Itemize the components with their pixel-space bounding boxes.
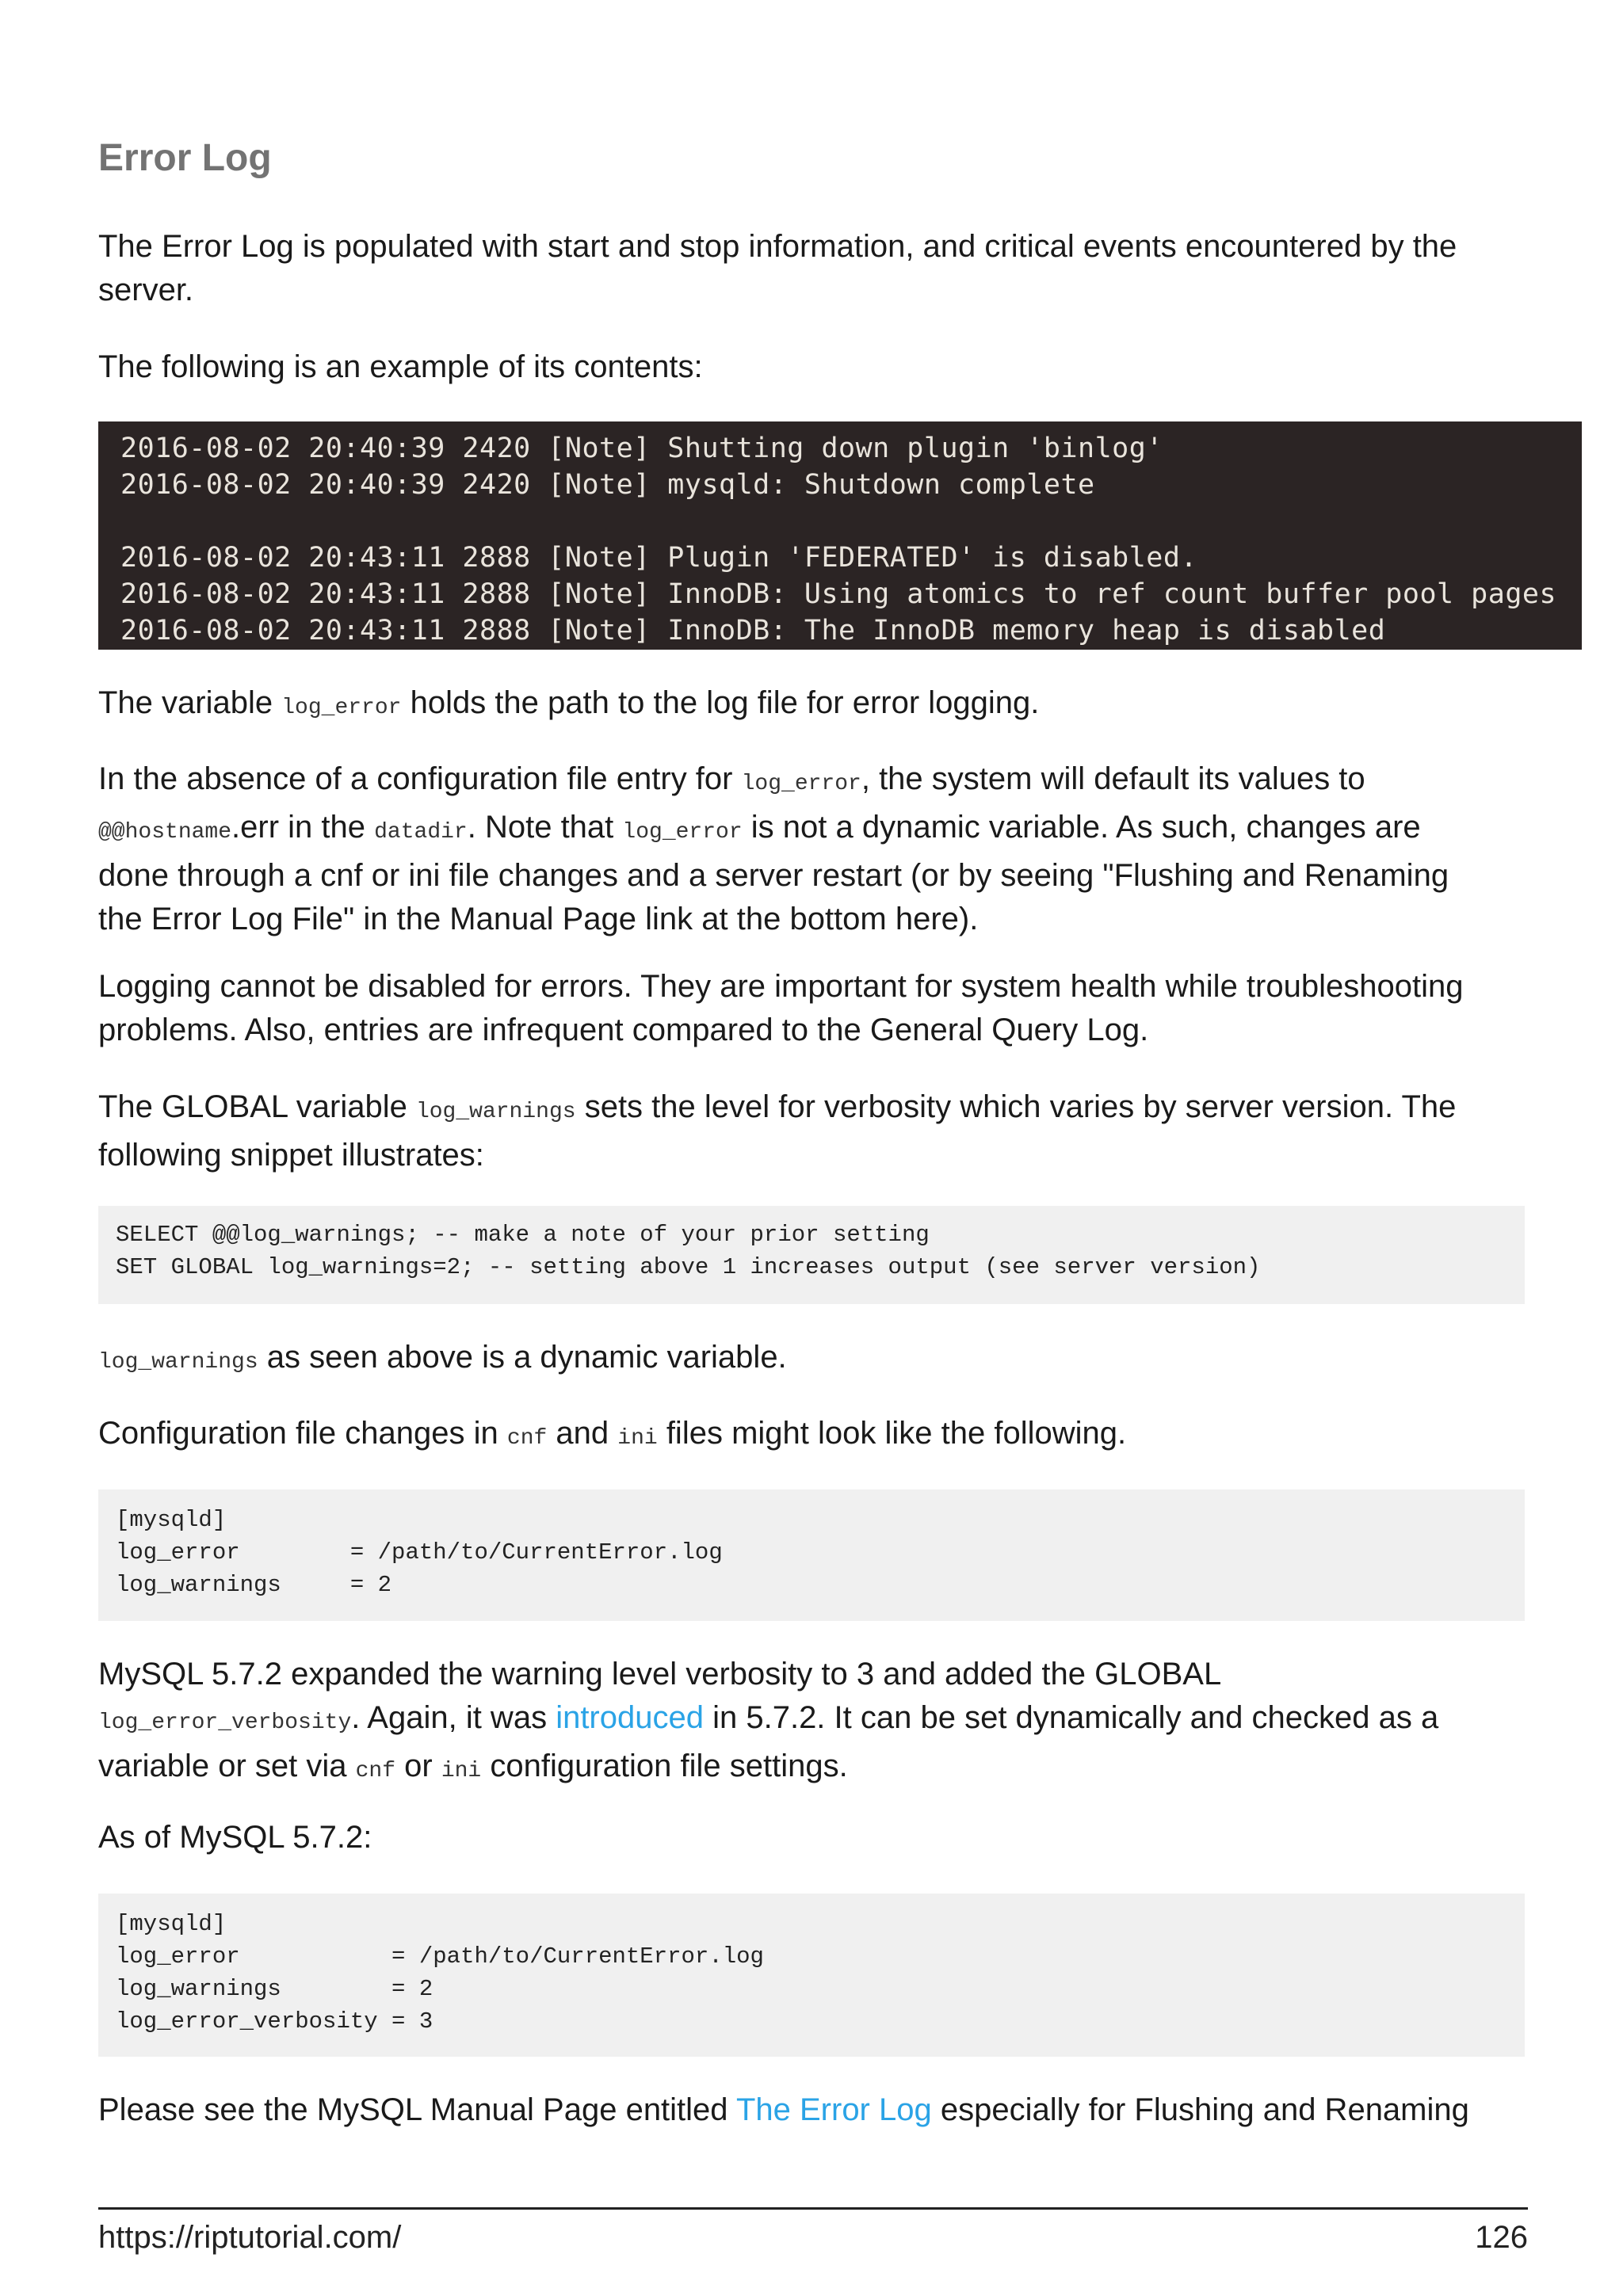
error-log-screenshot: [98, 421, 1582, 650]
log-line: 2016-08-02 20:43:11 2888 [Note] InnoDB: The InnoDB memory heap is disabled: [120, 615, 1386, 646]
code-line: log_warnings = 2: [116, 1976, 433, 2002]
paragraph-as-of-572: As of MySQL 5.7.2:: [98, 1820, 372, 1855]
code-log-warnings: log_warnings: [98, 1350, 258, 1375]
code-line: log_warnings = 2: [116, 1572, 392, 1598]
code-line: [mysqld]: [116, 1911, 227, 1937]
log-line: 2016-08-02 20:40:39 2420 [Note] mysqld: Shutdown complete: [120, 469, 1095, 501]
code-datadir: datadir: [374, 820, 468, 845]
code-block-config: [98, 1489, 1525, 1621]
code-log-warnings: log_warnings: [415, 1100, 576, 1124]
paragraph-default-location: In the absence of a configuration file entry for log_error, the system will default its values to @@hostname.err in the datadir. Note that log_error is not a dynamic variable. As such, changes are done through a cnf or ini file changes and a server restart (or by seeing "Flushing and Renaming the Error Log File" in the Manual Page link at the bottom here).: [98, 761, 1449, 936]
paragraph-dynamic-variable: log_warnings as seen above is a dynamic variable.: [98, 1340, 787, 1375]
paragraph-logging-cannot-disable: Logging cannot be disabled for errors. They are important for system health while troubleshooting problems. Also, entries are infrequent compared to the General Query Log.: [98, 969, 1464, 1047]
footer-url: https://riptutorial.com/: [98, 2220, 402, 2255]
paragraph-log-warnings: The GLOBAL variable log_warnings sets the level for verbosity which varies by server version. The following snippet illustrates:: [98, 1089, 1457, 1173]
code-log-error-verbosity: log_error_verbosity: [98, 1711, 352, 1735]
log-line: 2016-08-02 20:43:11 2888 [Note] Plugin 'FEDERATED' is disabled.: [120, 542, 1198, 574]
section-heading: Error Log: [98, 137, 272, 179]
code-log-error: log_error: [741, 772, 861, 796]
code-cnf: cnf: [355, 1759, 396, 1783]
log-line: 2016-08-02 20:40:39 2420 [Note] Shutting down plugin 'binlog': [120, 433, 1163, 464]
paragraph-intro: The Error Log is populated with start and stop information, and critical events encountered by the server.: [98, 229, 1457, 307]
paragraph-mysql-572: MySQL 5.7.2 expanded the warning level verbosity to 3 and added the GLOBAL log_error_verbosity. Again, it was introduced in 5.7.2. It can be set dynamically and checked as a variable or set via cnf or ini configuration file settings.: [98, 1657, 1439, 1783]
code-block-sql: [98, 1206, 1525, 1304]
paragraph-example-intro: The following is an example of its contents:: [98, 349, 703, 384]
code-line: SET GLOBAL log_warnings=2; -- setting above 1 increases output (see server version): [116, 1254, 1261, 1280]
code-ini: ini: [441, 1759, 482, 1783]
code-line: SELECT @@log_warnings; -- make a note of your prior setting: [116, 1222, 930, 1248]
code-ini: ini: [617, 1426, 658, 1451]
paragraph-config-changes: Configuration file changes in cnf and ini files might look like the following.: [98, 1416, 1127, 1451]
code-block-config-572: [98, 1894, 1525, 2057]
the-error-log-link[interactable]: The Error Log: [735, 2092, 932, 2127]
code-line: log_error = /path/to/CurrentError.log: [116, 1943, 764, 1970]
log-line: 2016-08-02 20:43:11 2888 [Note] InnoDB: Using atomics to ref count buffer pool pages: [120, 578, 1557, 610]
code-line: log_error_verbosity = 3: [116, 2008, 433, 2035]
paragraph-manual-page: Please see the MySQL Manual Page entitled The Error Log especially for Flushing and Renaming: [98, 2092, 1469, 2127]
paragraph-log-error-variable: The variable log_error holds the path to the log file for error logging.: [98, 685, 1040, 720]
code-log-error: log_error: [281, 696, 402, 720]
code-cnf: cnf: [506, 1426, 548, 1451]
page-number: 126: [1475, 2220, 1528, 2255]
code-line: [mysqld]: [116, 1507, 227, 1533]
code-hostname: @@hostname: [98, 820, 232, 845]
code-line: log_error = /path/to/CurrentError.log: [116, 1539, 723, 1566]
introduced-link[interactable]: introduced: [556, 1700, 704, 1735]
footer-divider: [98, 2207, 1528, 2210]
code-log-error: log_error: [622, 820, 743, 845]
